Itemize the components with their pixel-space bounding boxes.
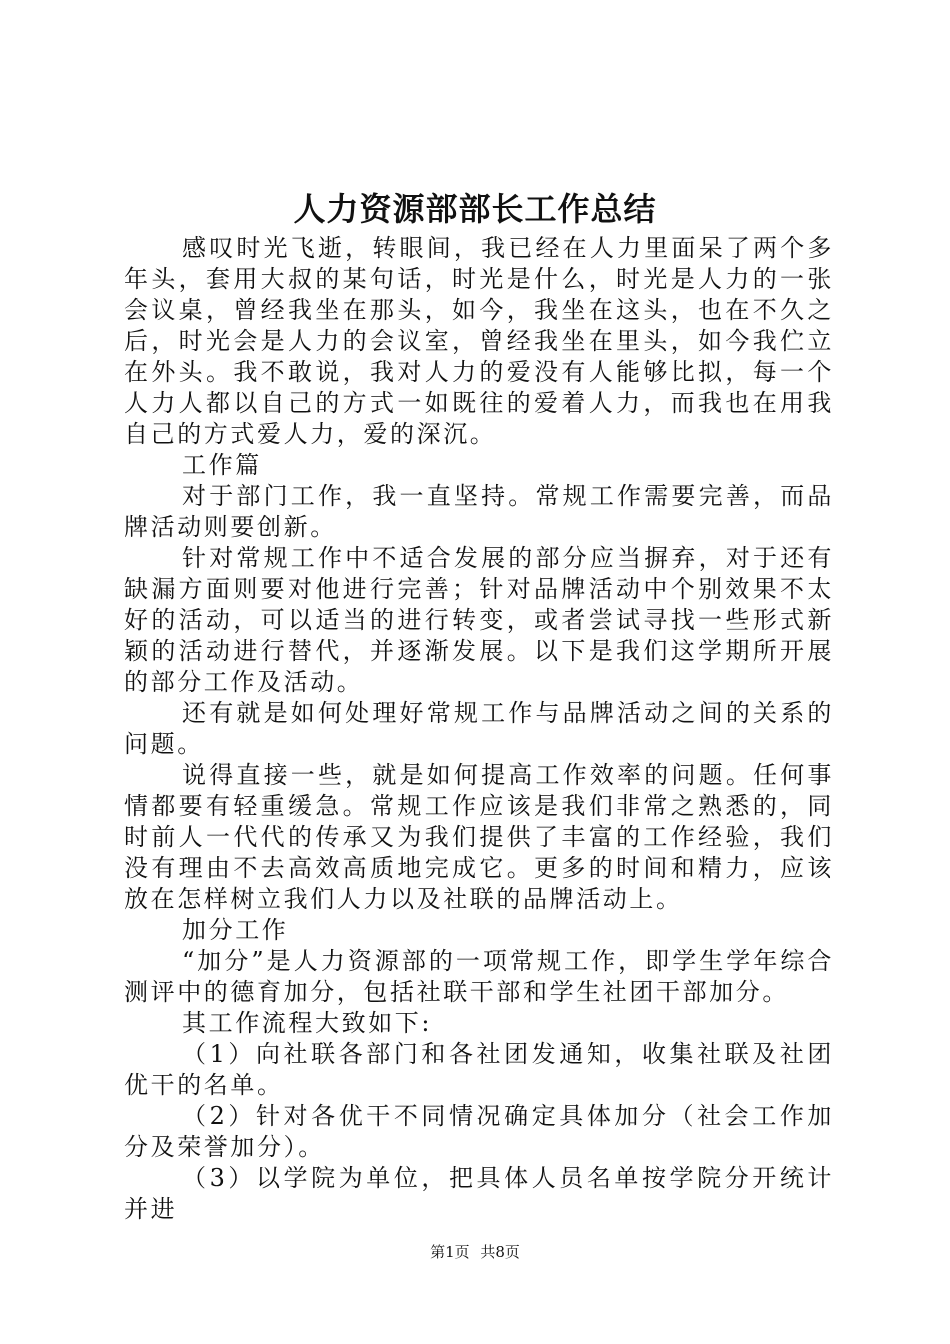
page-footer [0,1240,950,1264]
paragraph: “加分”是人力资源部的一项常规工作，即学生学年综合测评中的德育加分，包括社联干部和学生社团干部加分。 [124,947,834,1006]
list-item: （1）向社联各部门和各社团发通知，收集社联及社团优干的名单。 [124,1040,834,1099]
page-total: 共8页 [480,1243,520,1261]
section-heading-work: 工作篇 [182,451,262,479]
paragraph: 针对常规工作中不适合发展的部分应当摒弃，对于还有缺漏方面则要对他进行完善；针对品牌活动中个别效果不太好的活动，可以适当的进行转变，或者尝试寻找一些形式新颖的活动进行替代，并逐渐发展。以下是我们这学期所开展的部分工作及活动。 [124,544,834,696]
document-body [124,233,834,1225]
list-item: （3）以学院为单位，把具体人员名单按学院分开统计并进 [124,1164,834,1223]
paragraph: 对于部门工作，我一直坚持。常规工作需要完善，而品牌活动则要创新。 [124,482,834,541]
paragraph: 还有就是如何处理好常规工作与品牌活动之间的关系的问题。 [124,699,834,758]
page-number: 第1页 [430,1243,470,1261]
paragraph: 感叹时光飞逝，转眼间，我已经在人力里面呆了两个多年头，套用大叔的某句话，时光是什么，时光是人力的一张会议桌，曾经我坐在那头，如今，我坐在这头，也在不久之后，时光会是人力的会议室，曾经我坐在里头，如今我伫立在外头。我不敢说，我对人力的爱没有人能够比拟，每一个人力人都以自己的方式一如既往的爱着人力，而我也在用我自己的方式爱人力，爱的深沉。 [124,234,834,448]
section-heading-bonus: 加分工作 [182,916,289,944]
paragraph: 说得直接一些，就是如何提高工作效率的问题。任何事情都要有轻重缓急。常规工作应该是我们非常之熟悉的，同时前人一代代的传承又为我们提供了丰富的工作经验，我们没有理由不去高效高质地完成它。更多的时间和精力，应该放在怎样树立我们人力以及社联的品牌活动上。 [124,761,834,913]
list-item: （2）针对各优干不同情况确定具体加分（社会工作加分及荣誉加分）。 [124,1102,834,1161]
paragraph: 其工作流程大致如下: [182,1009,433,1037]
document-title: 人力资源部部长工作总结 [293,190,657,228]
